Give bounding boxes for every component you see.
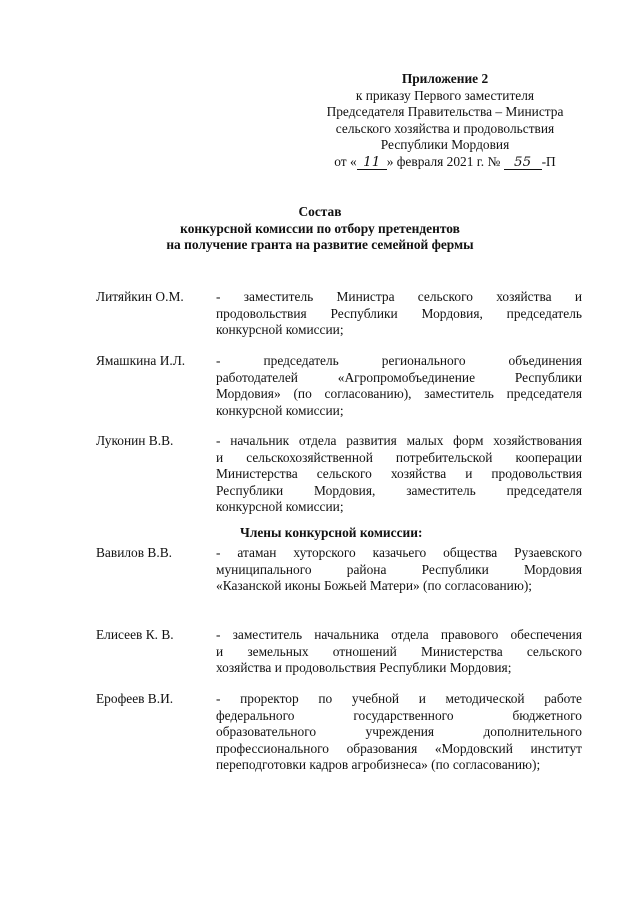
order-date-line <box>300 154 590 171</box>
member-role <box>216 545 582 595</box>
role-line: «Казанской иконы Божьей Матери» (по согласованию); <box>216 578 533 593</box>
role-line: работодателей «Агропромобъединение Республики <box>216 369 582 385</box>
heading-title: Состав <box>298 204 342 219</box>
role-line: конкурсной комиссии; <box>216 499 344 514</box>
member-role <box>216 433 582 516</box>
member-role <box>216 627 582 677</box>
members-heading: Члены конкурсной комиссии: <box>240 525 423 540</box>
appendix-block <box>300 71 590 170</box>
role-line: - председатель регионального объединения <box>216 353 582 368</box>
member-name: Ямашкина И.Л. <box>96 353 186 368</box>
role-line: Республики Мордовия, заместитель председателя <box>216 482 582 498</box>
appendix-title: Приложение 2 <box>401 71 489 86</box>
role-line: образовательного учреждения дополнительного <box>216 724 582 739</box>
role-line: - начальник отдела развития малых форм хозяйствования <box>216 433 582 448</box>
role-line: - атаман хуторского казачьего общества Рузаевского <box>216 545 582 560</box>
appendix-line: Председателя Правительства – Министра <box>326 104 564 119</box>
appendix-line: Республики Мордовия <box>380 137 510 152</box>
heading-subtitle-line: конкурсной комиссии по отбору претендентов <box>180 220 460 236</box>
heading-subtitle-line: на получение гранта на развитие семейной фермы <box>166 237 474 252</box>
member-name: Вавилов В.В. <box>96 545 172 560</box>
appendix-line: к приказу Первого заместителя <box>355 87 535 103</box>
role-line: конкурсной комиссии; <box>216 322 344 337</box>
member-role <box>216 353 582 419</box>
role-line: - проректор по учебной и методической работе <box>216 691 582 706</box>
role-line: профессионального образования «Мордовский институт <box>216 740 582 756</box>
role-line: Мордовия» (по согласованию), заместитель председателя <box>216 386 582 401</box>
member-role <box>216 691 582 774</box>
document-heading <box>0 204 640 254</box>
member-name: Литяйкин О.М. <box>96 289 184 304</box>
role-line: переподготовки кадров агробизнеса» (по согласованию); <box>216 757 541 772</box>
role-line: федерального государственного бюджетного <box>216 707 582 723</box>
role-line: Министерства сельского хозяйства и продовольствия <box>216 466 582 481</box>
date-suffix: -П <box>541 153 556 169</box>
order-number-handwritten: 55 <box>504 156 542 170</box>
member-name: Ерофеев В.И. <box>96 691 174 706</box>
role-line: муниципального района Республики Мордовия <box>216 561 582 577</box>
date-prefix: от « <box>334 153 357 169</box>
role-line: конкурсной комиссии; <box>216 402 344 418</box>
role-line: - заместитель начальника отдела правового обеспечения <box>216 627 582 642</box>
role-line: - заместитель Министра сельского хозяйства и <box>216 289 582 304</box>
role-line: продовольствия Республики Мордовия, председатель <box>216 305 582 321</box>
member-name: Елисеев К. В. <box>96 627 174 642</box>
role-line: и сельскохозяйственной потребительской кооперации <box>216 449 582 465</box>
date-day-handwritten: 11 <box>357 156 387 170</box>
role-line: и земельных отношений Министерства сельского <box>216 643 582 659</box>
date-middle: » февраля 2021 г. № <box>386 153 501 169</box>
role-line: хозяйства и продовольствия Республики Мордовия; <box>216 660 512 675</box>
appendix-line: сельского хозяйства и продовольствия <box>335 120 555 136</box>
member-role <box>216 289 582 339</box>
member-name: Луконин В.В. <box>96 433 174 448</box>
